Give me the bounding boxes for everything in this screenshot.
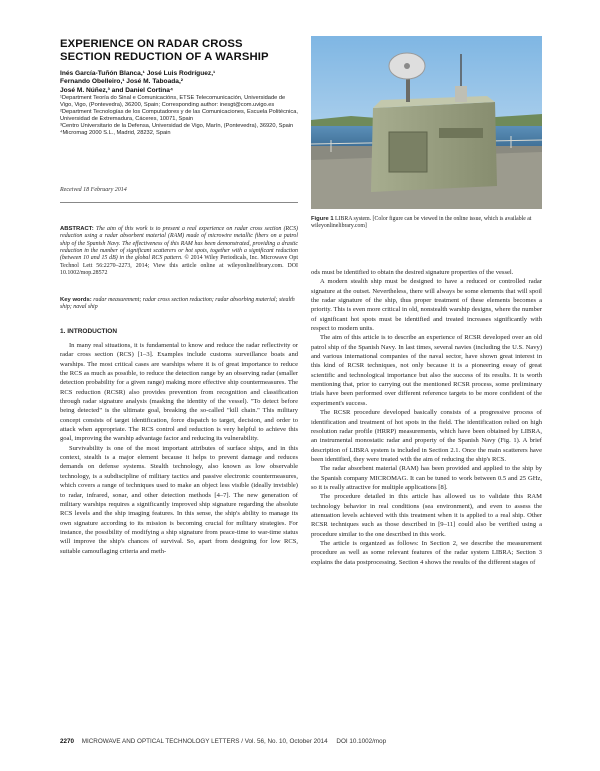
caption-label: Figure 1 xyxy=(311,216,334,222)
author-line: José M. Núñez,³ and Daniel Cortina⁴ xyxy=(60,86,174,94)
paragraph: ods must be identified to obtain the desired signature properties of the vessel. xyxy=(311,269,514,276)
paragraph: In many real situations, it is fundamental to know and reduce the radar reflectivity or radar cross section (RCS) [1–3]. Examples include customs surveillance boats and warships. The most critical cases are warships where it is of great importance to reduce the RCS as much as possible, to reduce the detection range by an observing radar (smaller detection probability for a given range) making more effective ship countermeasures. The RCS reduction (RCSR) also provides prevention from recognition and classification through radar signature analysis (masking the identity of the vessel). "To detect before being detected" is the ultimate goal, breaking the so-called "kill chain." This military concept consists of target identification, force dispatch to target, decision, and order to attack when appropriate. The RCS control and reduction is very helpful to achieve this goal, improving the warship advantage factor and reducing its vulnerability. xyxy=(60,342,298,443)
shelter-panel xyxy=(439,128,483,138)
antenna-unit xyxy=(455,86,467,102)
paragraph: The procedure detailed in this article has allowed us to validate this RAM technology behavior in real conditions (sea environment), and even to assess the attenuation levels achieved with this treatment when it is applied to a real ship. Other RCSR techniques such as those described in [9–11] could also be verified using a procedure similar to the one described in this work. xyxy=(311,493,542,538)
author-line: Inés García-Tuñón Blanca,¹ José Luis Rodríguez,¹ xyxy=(60,70,216,77)
paragraph: The radar absorbent material (RAM) has been provided and applied to the ship by the Spanish company MICROMAG. It can be tuned to work between 0.5 and 25 GHz, so it is really attractive for multiple applications [8]. xyxy=(311,465,542,491)
section-heading: 1. INTRODUCTION xyxy=(60,328,118,335)
shelter-door xyxy=(389,132,427,172)
affiliation: ¹Department Teoría do Sinal e Comunicacións, ETSE Telecomunicación, Universidade de Vigo, Vigo, (Pontevedra), 36200, Spain; Corresponding author: inesgt@com.uvigo.es xyxy=(60,95,286,109)
divider xyxy=(60,202,298,203)
page-footer xyxy=(60,738,386,745)
doi-text: DOI 10.1002/mop xyxy=(336,738,387,745)
author-list xyxy=(60,70,295,95)
journal-info: MICROWAVE AND OPTICAL TECHNOLOGY LETTERS / Vol. 56, No. 10, October 2014 xyxy=(81,738,328,745)
page-number: 2270 xyxy=(60,738,75,745)
keywords xyxy=(60,297,298,312)
paragraph: Survivability is one of the most important attributes of surface ships, and in this context, stealth is a major element because it helps to prevent damage and reduces demands on defense systems. Stealth technology, also known as low observable technology, is a subdiscipline of military tactics and passive electronic countermeasures, which covers a range of techniques used to make an object less visible (ideally invisible) to radar, infrared, sonar, and other detection methods [4–7]. The new generation of military warships requires a significantly improved ship signature regarding the absolute RCS levels and the ship imaging features. In this sense, the ship's ability to manage its own signature according to its mission is becoming crucial for military strategies. For instance, the possibility of modifying a ship signature from peace-time to war-time status will improve the ship's chances of survival. So, apart from designing for low RCS, suitable camouflaging criteria and meth- xyxy=(60,444,298,555)
author-line: Fernando Obelleiro,¹ José M. Taboada,² xyxy=(60,78,183,86)
paragraph: A modern stealth ship must be designed to have a reduced or controlled radar signature at the outset. Nevertheless, there will always be some elements that will spoil the radar signature of the ship, thus proper treatment of these elements becomes a priority. This is even more critical in old, nonstealth warship designs, where the number of significant hot spots must be identified and treated increases significantly with respect to modern units. xyxy=(311,278,542,333)
paragraph: The article is organized as follows: In Section 2, we describe the measurement procedure as well as some relevant features of the radar system LIBRA; Section 3 explains the data postprocessing. Section 4 shows the results of the different stages of xyxy=(311,539,542,566)
affiliation: ³Centro Universitario de la Defensa, Universidad de Vigo, Marín, (Pontevedra), 36920, Spain xyxy=(60,123,294,130)
figure-photo xyxy=(311,36,542,209)
abstract-citation: © 2014 Wiley Periodicals, Inc. Microwave Opt Technol Lett 56:2270–2273, 2014; View this article online at wileyonlinelibrary.com. DOI 10.1002/mop.28572 xyxy=(60,255,298,277)
paragraph: The RCSR procedure developed basically consists of a progressive process of identification and treatment of hot spots in the field. The identification relied on high resolution radar profile (HRRP) measurements, which have been obtained by LIBRA, an instrumental monostatic radar and property of the Spanish Navy (Fig. 1). A brief description of LIBRA system is included in Section 2.1. Once the main scatterers have been identified, they were treated with the aim of reducing the ship's RCS. xyxy=(311,409,542,463)
affiliation: ⁴Micromag 2000 S.L., Madrid, 28232, Spain xyxy=(60,130,171,137)
antenna-feed xyxy=(404,63,410,69)
abstract-text: The aim of this work is to present a real experience on radar cross section (RCS) reduction using a radar absorbent material (RAM) made of microwire metallic fibers on a patrol ship of the Spanish Navy. The effectiveness of this RAM has been demonstrated, providing a drastic reduction in the number of significant scatterers or hot spots, together with a significant reduction (between 10 and 15 dB) in the global RCS pattern. xyxy=(60,226,298,262)
right-column xyxy=(311,268,542,567)
abstract-label: ABSTRACT: xyxy=(60,226,94,232)
article-title: EXPERIENCE ON RADAR CROSS SECTION REDUCTION OF A WARSHIP xyxy=(60,38,269,63)
affiliations xyxy=(60,95,298,137)
affiliation: ²Department Tecnologías de los Computadores y de las Comunicaciones, Escuela Politécnica, Universidad de Extremadura, Cáceres, 10071, Spain xyxy=(60,109,298,123)
abstract xyxy=(60,226,298,277)
paragraph: The aim of this article is to describe an experience of RCSR developed over an old patrol ship of the Spanish Navy. In last times, several navies (including the U.S. Navy) and various international companies of the naval sector, have shown great interest in this kind of RCSR techniques, not only because it is a pioneering essay of great scientific and technological importance but also the success of its results. It is worth mentioning that, prior to carrying out the mentioned RCSR process, some preliminary trials have been performed over different reference targets to be more confident of the experiment's success. xyxy=(311,334,542,407)
keywords-text: radar measurement; radar cross section reduction; radar absorbing material; stealth ship; naval ship xyxy=(60,297,295,311)
keywords-label: Key words: xyxy=(60,297,92,303)
received-date: Received 18 February 2014 xyxy=(60,187,127,193)
left-column xyxy=(60,341,298,556)
figure-caption xyxy=(311,216,542,231)
caption-text: LIBRA system. [Color figure can be viewed in the online issue, which is available at wileyonlinelibrary.com] xyxy=(311,216,532,230)
